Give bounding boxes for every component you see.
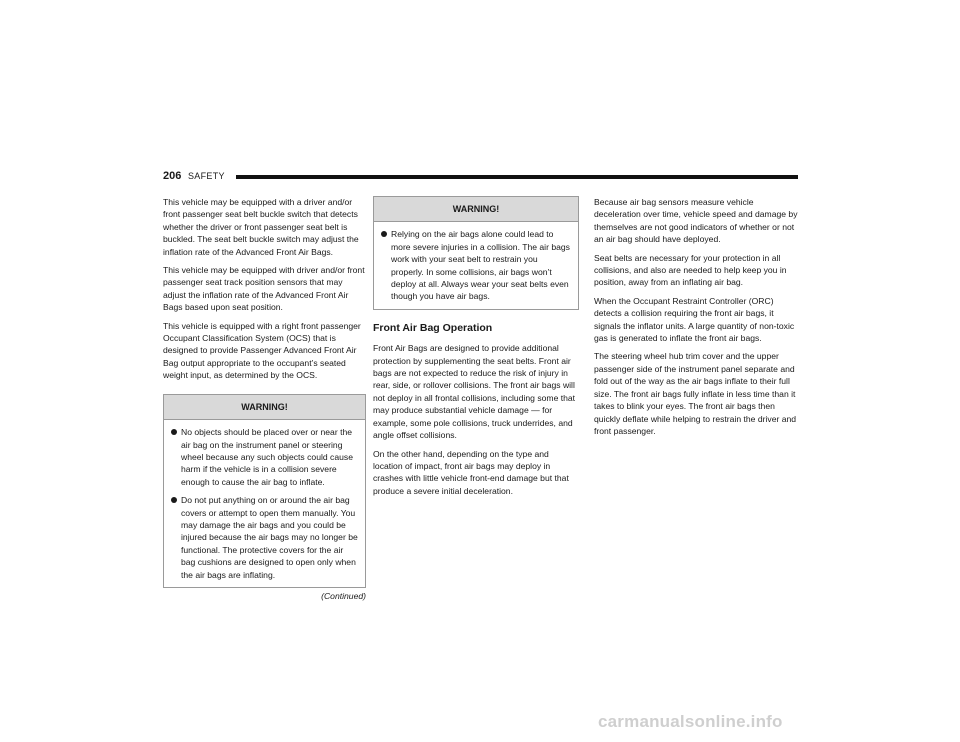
bullet-icon bbox=[381, 231, 387, 237]
paragraph: The steering wheel hub trim cover and the upper passenger side of the instrument panel separate and fold out of the way as the air bags inflate to their full size. The front air bags fully inflate in less time than it takes to blink your eyes. The front air bags then quickly deflate while helping to restrain the driver and front passenger. bbox=[594, 351, 797, 436]
warning-item bbox=[164, 494, 359, 581]
warning-box bbox=[163, 394, 366, 588]
paragraph: Because air bag sensors measure vehicle deceleration over time, vehicle speed and damage by themselves are not good indicators of whether or not an air bag should have deployed. bbox=[594, 197, 798, 245]
bullet-icon bbox=[171, 429, 177, 435]
paragraph: This vehicle is equipped with a right front passenger Occupant Classification System (OCS) that is designed to provide Passenger Advanced Front Air Bag output appropriate to the occupant’s seated weight input, as determined by the OCS. bbox=[163, 320, 361, 381]
column-left bbox=[163, 196, 366, 602]
warning-item-text: No objects should be placed over or near the air bag on the instrument panel or steering wheel because any such objects could cause harm if the vehicle is in a collision severe enough to cause the air bag to inflate. bbox=[181, 427, 353, 487]
column-right bbox=[594, 196, 798, 443]
watermark: carmanualsonline.info bbox=[598, 712, 783, 731]
paragraph: When the Occupant Restraint Controller (ORC) detects a collision requiring the front air bags, it signals the inflator units. A large quantity of non-toxic gas is generated to inflate the front air bags. bbox=[594, 295, 795, 344]
warning-list bbox=[374, 222, 578, 308]
paragraph: This vehicle may be equipped with a driver and/or front passenger seat belt buckle switch that detects whether the driver or front passenger seat belt is buckled. The seat belt buckle switch may adjust the inflation rate of the Advanced Front Air Bags. bbox=[163, 197, 359, 257]
warning-item-text: Do not put anything on or around the air bag covers or attempt to open them manually. You may damage the air bags and you could be injured because the air bags may no longer be functional. The protective covers for the air bag cushions are designed to open only when the air bags are inflating. bbox=[181, 495, 358, 580]
paragraph: Front Air Bags are designed to provide additional protection by supplementing the seat belts. Front air bags are not expected to reduce the risk of injury in rear, side, or rollover collisions. The front air bags will not deploy in all frontal collisions, including some that may produce substantial vehicle damage — for example, some pole collisions, truck underrides, and angle offset collisions. bbox=[373, 343, 576, 441]
warning-title: WARNING! bbox=[164, 395, 365, 420]
continued-label: (Continued) bbox=[321, 590, 366, 601]
warning-box bbox=[373, 196, 579, 310]
header-rule bbox=[236, 175, 798, 179]
warning-list bbox=[164, 420, 365, 587]
page-number: 206 bbox=[163, 170, 182, 182]
page-header bbox=[163, 170, 798, 184]
paragraph: Seat belts are necessary for your protection in all collisions, and also are needed to help keep you in position, away from an inflating air bag. bbox=[594, 252, 787, 288]
warning-title: WARNING! bbox=[374, 197, 578, 222]
paragraph: On the other hand, depending on the type and location of impact, front air bags may deploy in crashes with little vehicle front-end damage but that produce a severe initial deceleration. bbox=[373, 448, 569, 496]
column-middle bbox=[373, 196, 579, 503]
bullet-icon bbox=[171, 497, 177, 503]
warning-item-text: Relying on the air bags alone could lead to more severe injuries in a collision. The air bags work with your seat belt to restrain you properly. In some collisions, air bags won’t deploy at all. Always wear your seat belts even though you have air bags. bbox=[391, 229, 570, 302]
warning-item bbox=[164, 426, 359, 488]
paragraph: This vehicle may be equipped with driver and/or front passenger seat track position sensors that may adjust the inflation rate of the Advanced Front Air Bags based upon seat position. bbox=[163, 265, 365, 313]
warning-item bbox=[374, 228, 572, 302]
section-title: SAFETY bbox=[188, 171, 225, 181]
section-heading: Front Air Bag Operation bbox=[373, 321, 493, 334]
